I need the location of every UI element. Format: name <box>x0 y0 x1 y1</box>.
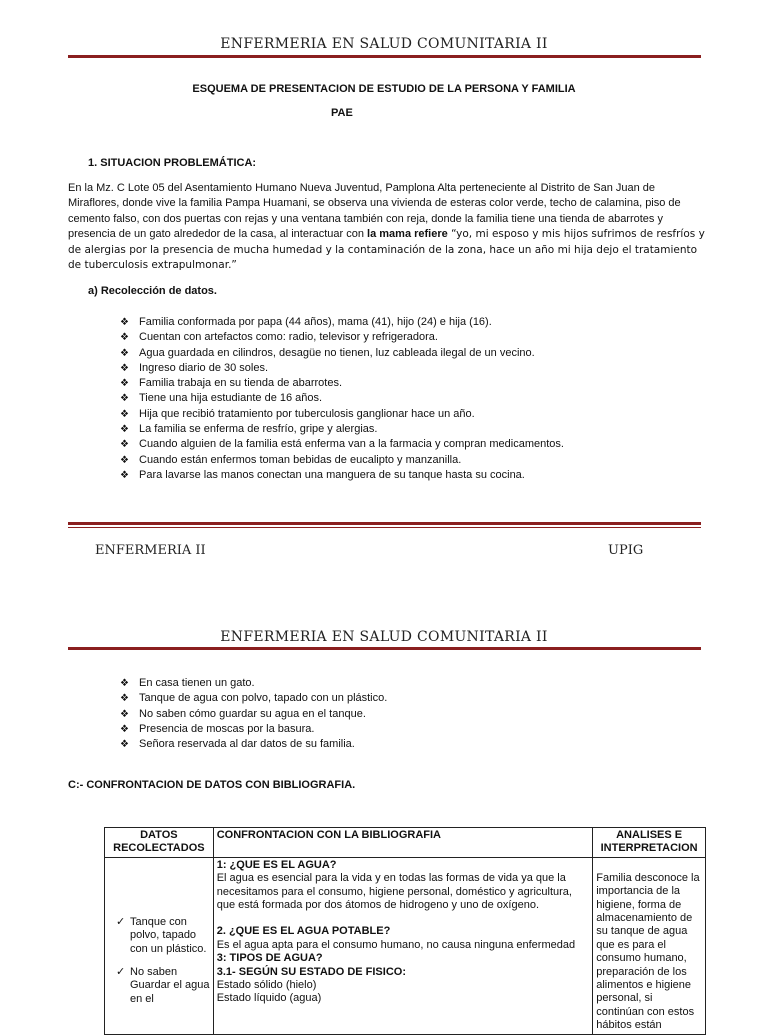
list-item: ❖ Cuando están enfermos toman bebidas de eucalipto y manzanilla. <box>120 453 564 468</box>
footer-right: UPIG <box>608 543 644 558</box>
list-item: ❖ Para lavarse las manos conectan una manguera de su tanque hasta su cocina. <box>120 468 564 483</box>
data-bullet-list-continued <box>120 676 387 752</box>
list-item: ❖ La familia se enferma de resfrío, gripe y alergias. <box>120 422 564 437</box>
question-3-title: 3: TIPOS DE AGUA? <box>216 952 323 965</box>
paragraph-quote: “yo, mi esposo y mis hijos sufrimos de resfríos y de alergias por la presencia de mucha humedad y la contaminación de la zona, hace un año mi hija dejo el tratamiento de tuberculosis extrapulmonar.” <box>68 228 705 272</box>
list-item: ❖ Cuentan con artefactos como: radio, televisor y refrigeradora. <box>120 330 564 345</box>
cell-confrontacion <box>213 857 593 1034</box>
list-item: ❖ Cuando alguien de la familia está enferma van a la farmacia y compran medicamentos. <box>120 437 564 452</box>
comparison-table <box>104 827 706 1035</box>
page-header: ENFERMERIA EN SALUD COMUNITARIA II <box>220 629 548 645</box>
footer-rule-thin <box>68 527 701 528</box>
table-row <box>105 857 706 1034</box>
list-item: ❖ No saben cómo guardar su agua en el tanque. <box>120 707 387 722</box>
list-item: ❖ Ingreso diario de 30 soles. <box>120 361 564 376</box>
list-item: ❖ Tanque de agua con polvo, tapado con un plástico. <box>120 691 387 706</box>
column-header-analisis: ANALISES E INTERPRETACION <box>593 828 706 858</box>
question-2-text: Es el agua apta para el consumo humano, no causa ninguna enfermedad <box>216 938 576 951</box>
column-header-datos: DATOS RECOLECTADOS <box>105 828 214 858</box>
header-rule <box>68 55 701 58</box>
section-heading-situacion: 1. SITUACION PROBLEMÁTICA: <box>88 157 257 169</box>
list-item: ✓ No saben Guardar el agua en el <box>108 966 210 1006</box>
column-header-confrontacion: CONFRONTACION CON LA BIBLIOGRAFIA <box>213 828 593 858</box>
checklist <box>108 916 210 1006</box>
paragraph-bold: la mama refiere <box>367 228 448 241</box>
question-1-title: 1: ¿QUE ES EL AGUA? <box>216 858 337 871</box>
document-subtitle: PAE <box>331 107 353 119</box>
analysis-text: Familia desconoce la importancia de la higiene, forma de almacenamiento de su tanque de agua que es para el consumo humano, preparación de los alimentos e higiene personal, si continúan con estos hábitos están <box>596 871 700 1032</box>
table-header-row <box>105 828 706 858</box>
subsection-recoleccion: a) Recolección de datos. <box>88 285 217 297</box>
situation-paragraph <box>68 181 708 273</box>
page-header: ENFERMERIA EN SALUD COMUNITARIA II <box>220 36 548 52</box>
list-item: ❖ Agua guardada en cilindros, desagüe no tienen, luz cableada ilegal de un vecino. <box>120 346 564 361</box>
list-item: ❖ Presencia de moscas por la basura. <box>120 722 387 737</box>
list-item: Estado sólido (hielo) <box>216 979 317 992</box>
cell-analisis <box>593 857 706 1034</box>
footer-left: ENFERMERIA II <box>95 543 206 558</box>
question-2-title: 2. ¿QUE ES EL AGUA POTABLE? <box>216 925 391 938</box>
cell-datos <box>105 857 214 1034</box>
question-31-title: 3.1- SEGÚN SU ESTADO DE FISICO: <box>216 965 406 978</box>
list-item: ❖ Señora reservada al dar datos de su familia. <box>120 737 387 752</box>
section-heading-confrontacion: C:- CONFRONTACION DE DATOS CON BIBLIOGRAFIA. <box>68 779 356 791</box>
list-item: ❖ Familia trabaja en su tienda de abarrotes. <box>120 376 564 391</box>
list-item: ❖ Tiene una hija estudiante de 16 años. <box>120 391 564 406</box>
list-item: ❖ Hija que recibió tratamiento por tuberculosis ganglionar hace un año. <box>120 407 564 422</box>
list-item: ❖ En casa tienen un gato. <box>120 676 387 691</box>
data-bullet-list <box>120 315 564 483</box>
paragraph-text: En la Mz. C Lote 05 del Asentamiento Humano Nueva Juventud, Pamplona Alta perteneciente al Distrito de San Juan de Miraflores, donde vive la familia Pampa Huamani, se observa una vivienda de esteras color verde, techo de calamina, piso de cemento falso, con dos puertas con rejas y una ventana también con reja, donde la familia tiene una tienda de abarrotes y presencia de un gato alrededor de la casa, al interactuar con <box>68 182 681 241</box>
list-item: Estado líquido (agua) <box>216 992 322 1005</box>
list-item: ❖ Familia conformada por papa (44 años), mama (41), hijo (24) e hija (16). <box>120 315 564 330</box>
header-rule <box>68 647 701 650</box>
footer-rule <box>68 522 701 525</box>
document-title: ESQUEMA DE PRESENTACION DE ESTUDIO DE LA PERSONA Y FAMILIA <box>192 83 576 95</box>
question-1-text: El agua es esencial para la vida y en todas las formas de vida ya que la necesitamos para el consumo, higiene personal, doméstico y agricultura, que está formada por dos átomos de hidrogeno y uno de oxígeno. <box>216 872 572 912</box>
list-item: ✓ Tanque con polvo, tapado con un plástico. <box>108 916 210 956</box>
